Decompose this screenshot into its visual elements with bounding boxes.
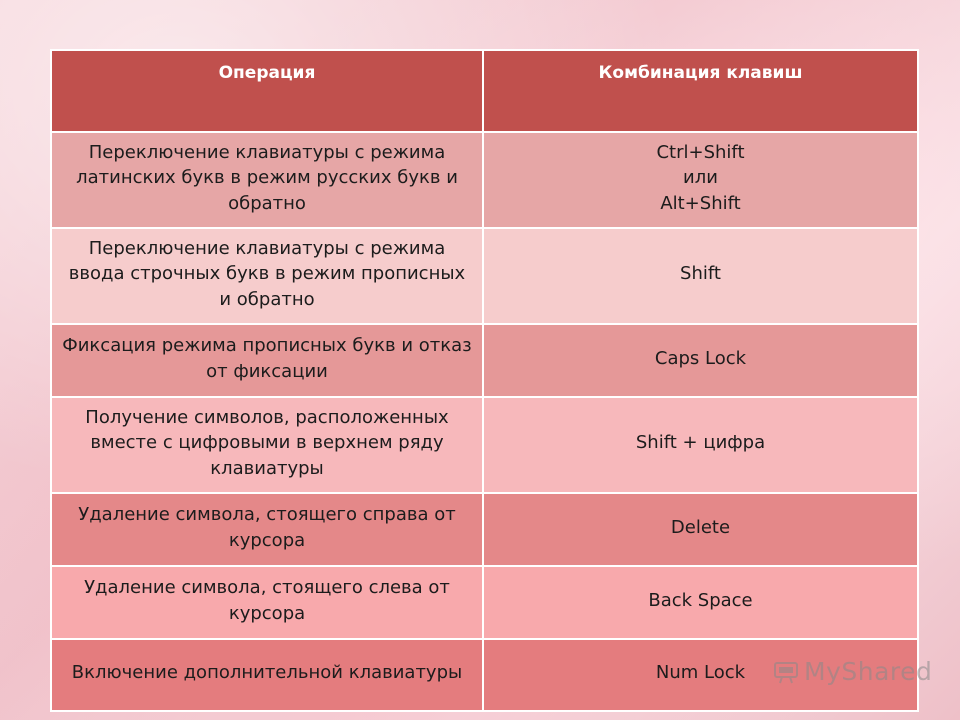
key-combination-text: Back Space <box>648 589 753 611</box>
key-combination-cell <box>483 324 918 397</box>
key-combination-cell <box>483 228 918 324</box>
table-row <box>51 566 918 639</box>
table-header-row <box>51 50 918 132</box>
key-combination-cell <box>483 493 918 566</box>
header-key-combination: Комбинация клавиш <box>483 50 918 132</box>
table-row <box>51 228 918 324</box>
key-combination-cell <box>483 132 918 228</box>
key-combination-text: Caps Lock <box>654 347 747 369</box>
table-row <box>51 493 918 566</box>
header-operation: Операция <box>51 50 483 132</box>
operation-cell: Фиксация режима прописных букв и отказ от фиксации <box>51 324 483 397</box>
operation-cell: Переключение клавиатуры с режима латинских букв в режим русских букв и обратно <box>51 132 483 228</box>
key-combination-cell <box>483 397 918 493</box>
key-combination-text: Shift + цифра <box>635 432 766 454</box>
operation-cell: Удаление символа, стоящего справа от курсора <box>51 493 483 566</box>
key-combination-text: Delete <box>670 516 731 538</box>
shortcuts-table <box>50 49 919 712</box>
table-row <box>51 397 918 493</box>
myshared-watermark <box>772 657 932 686</box>
key-combination-text: или <box>683 167 718 189</box>
key-combination-text: Ctrl+Shift <box>656 141 745 163</box>
operation-cell: Удаление символа, стоящего слева от курсора <box>51 566 483 639</box>
table-row <box>51 324 918 397</box>
operation-cell: Получение символов, расположенных вместе с цифровыми в верхнем ряду клавиатуры <box>51 397 483 493</box>
table-row <box>51 132 918 228</box>
operation-cell: Переключение клавиатуры с режима ввода строчных букв в режим прописных и обратно <box>51 228 483 324</box>
watermark-text: MyShared <box>804 657 933 686</box>
key-combination-text: Shift <box>680 263 721 285</box>
operation-cell: Включение дополнительной клавиатуры <box>51 639 483 711</box>
key-combination-text: Alt+Shift <box>660 192 741 214</box>
key-combination-text: Num Lock <box>655 662 746 684</box>
key-combination-cell <box>483 566 918 639</box>
myshared-logo-icon <box>772 658 800 686</box>
